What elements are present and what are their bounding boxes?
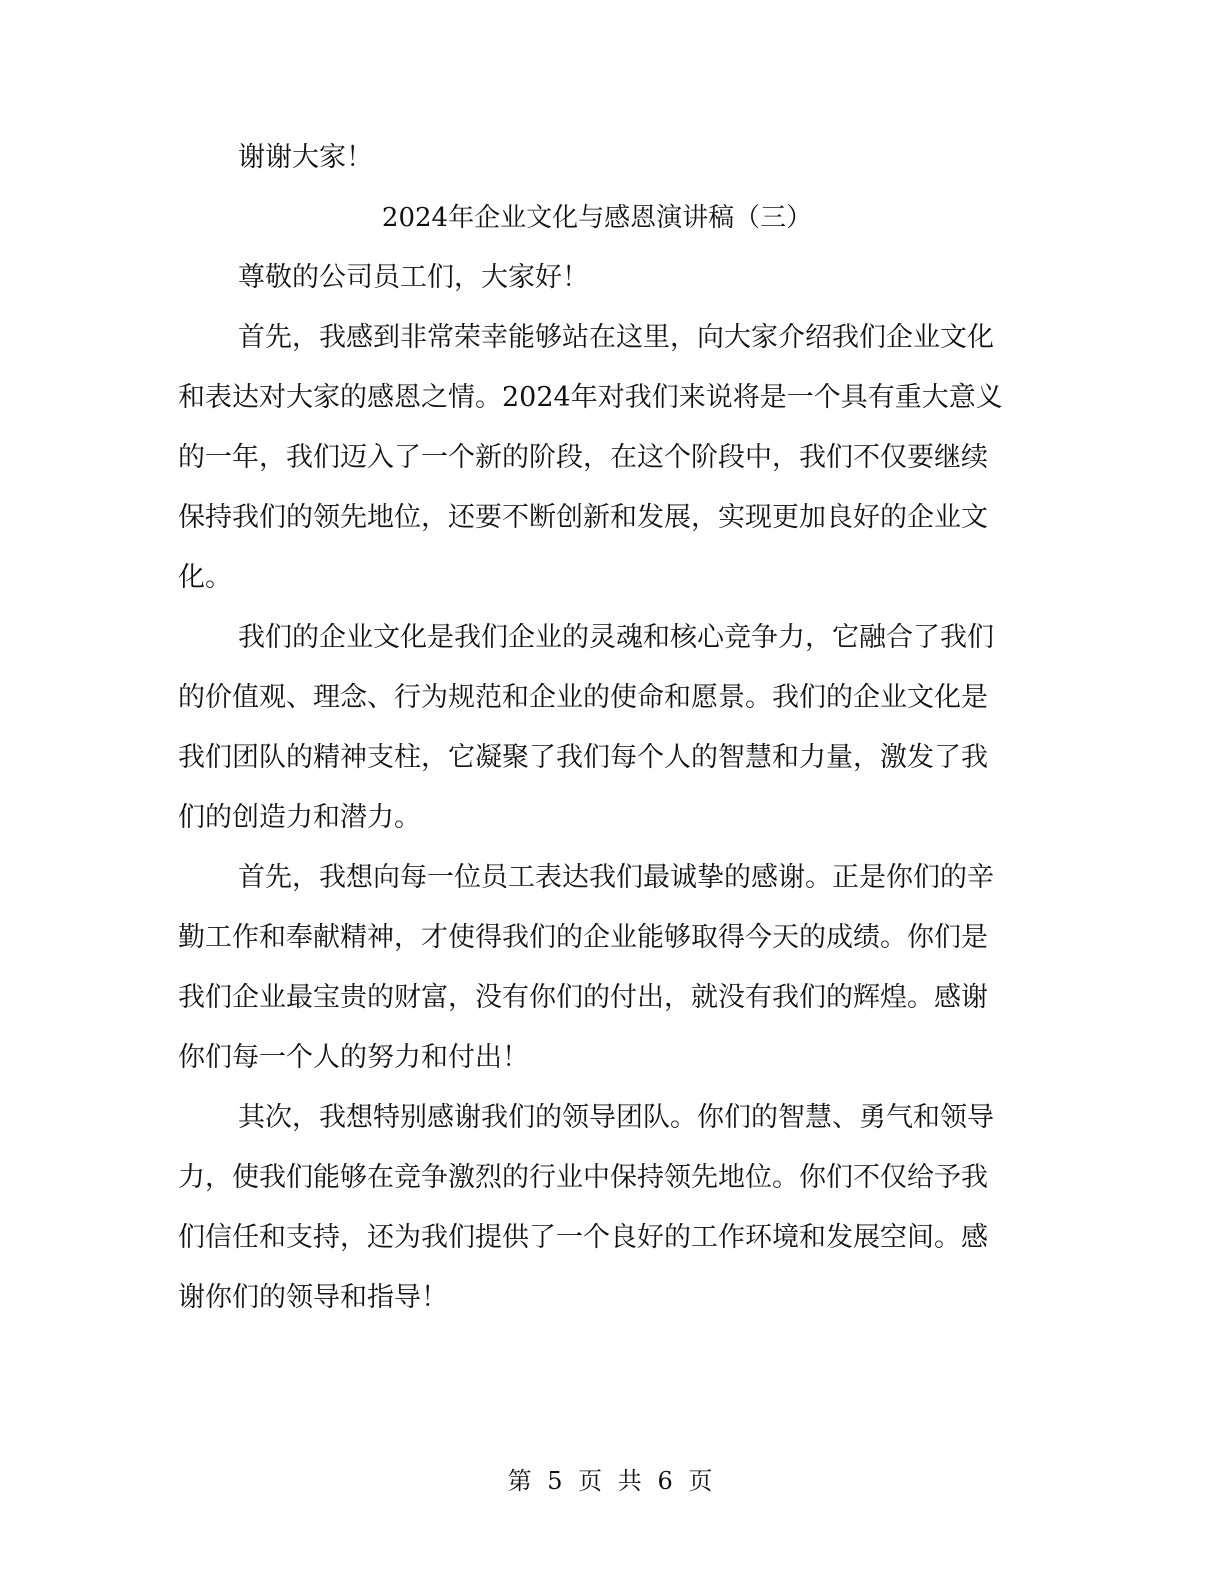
paragraph-line: 的一年，我们迈入了一个新的阶段，在这个阶段中，我们不仅要继续	[178, 442, 988, 473]
paragraph-intro	[178, 308, 1016, 608]
paragraph-line: 们的创造力和潜力。	[178, 802, 421, 833]
section-title: 2024年企业文化与感恩演讲稿（三）	[381, 203, 813, 233]
paragraph-thanks-leaders	[178, 1088, 1016, 1328]
page-number-footer: 第 5 页 共 6 页	[507, 1467, 717, 1495]
greeting-line: 尊敬的公司员工们，大家好！	[238, 262, 589, 293]
closing-line: 谢谢大家！	[238, 142, 373, 173]
paragraph-line: 首先，我感到非常荣幸能够站在这里，向大家介绍我们企业文化	[238, 322, 994, 353]
paragraph-line: 谢你们的领导和指导！	[178, 1282, 448, 1313]
paragraph-line: 我们团队的精神支柱，它凝聚了我们每个人的智慧和力量，激发了我	[178, 742, 988, 773]
paragraph-line: 我们的企业文化是我们企业的灵魂和核心竞争力，它融合了我们	[238, 622, 994, 653]
paragraph-line: 力，使我们能够在竞争激烈的行业中保持领先地位。你们不仅给予我	[178, 1162, 988, 1193]
paragraph-line: 首先，我想向每一位员工表达我们最诚挚的感谢。正是你们的辛	[238, 862, 994, 893]
paragraph-line: 们信任和支持，还为我们提供了一个良好的工作环境和发展空间。感	[178, 1222, 988, 1253]
paragraph-line: 勤工作和奉献精神，才使得我们的企业能够取得今天的成绩。你们是	[178, 922, 988, 953]
paragraph-line: 化。	[178, 562, 232, 593]
paragraph-line: 其次，我想特别感谢我们的领导团队。你们的智慧、勇气和领导	[238, 1102, 994, 1133]
paragraph-culture	[178, 608, 1016, 848]
paragraph-thanks-staff	[178, 848, 1016, 1088]
document-body	[178, 128, 1016, 1328]
paragraph-line: 我们企业最宝贵的财富，没有你们的付出，就没有我们的辉煌。感谢	[178, 982, 988, 1013]
paragraph-line: 你们每一个人的努力和付出！	[178, 1042, 529, 1073]
paragraph-line: 的价值观、理念、行为规范和企业的使命和愿景。我们的企业文化是	[178, 682, 988, 713]
paragraph-line: 保持我们的领先地位，还要不断创新和发展，实现更加良好的企业文	[178, 502, 988, 533]
paragraph-line: 和表达对大家的感恩之情。2024年对我们来说将是一个具有重大意义	[178, 382, 1003, 413]
